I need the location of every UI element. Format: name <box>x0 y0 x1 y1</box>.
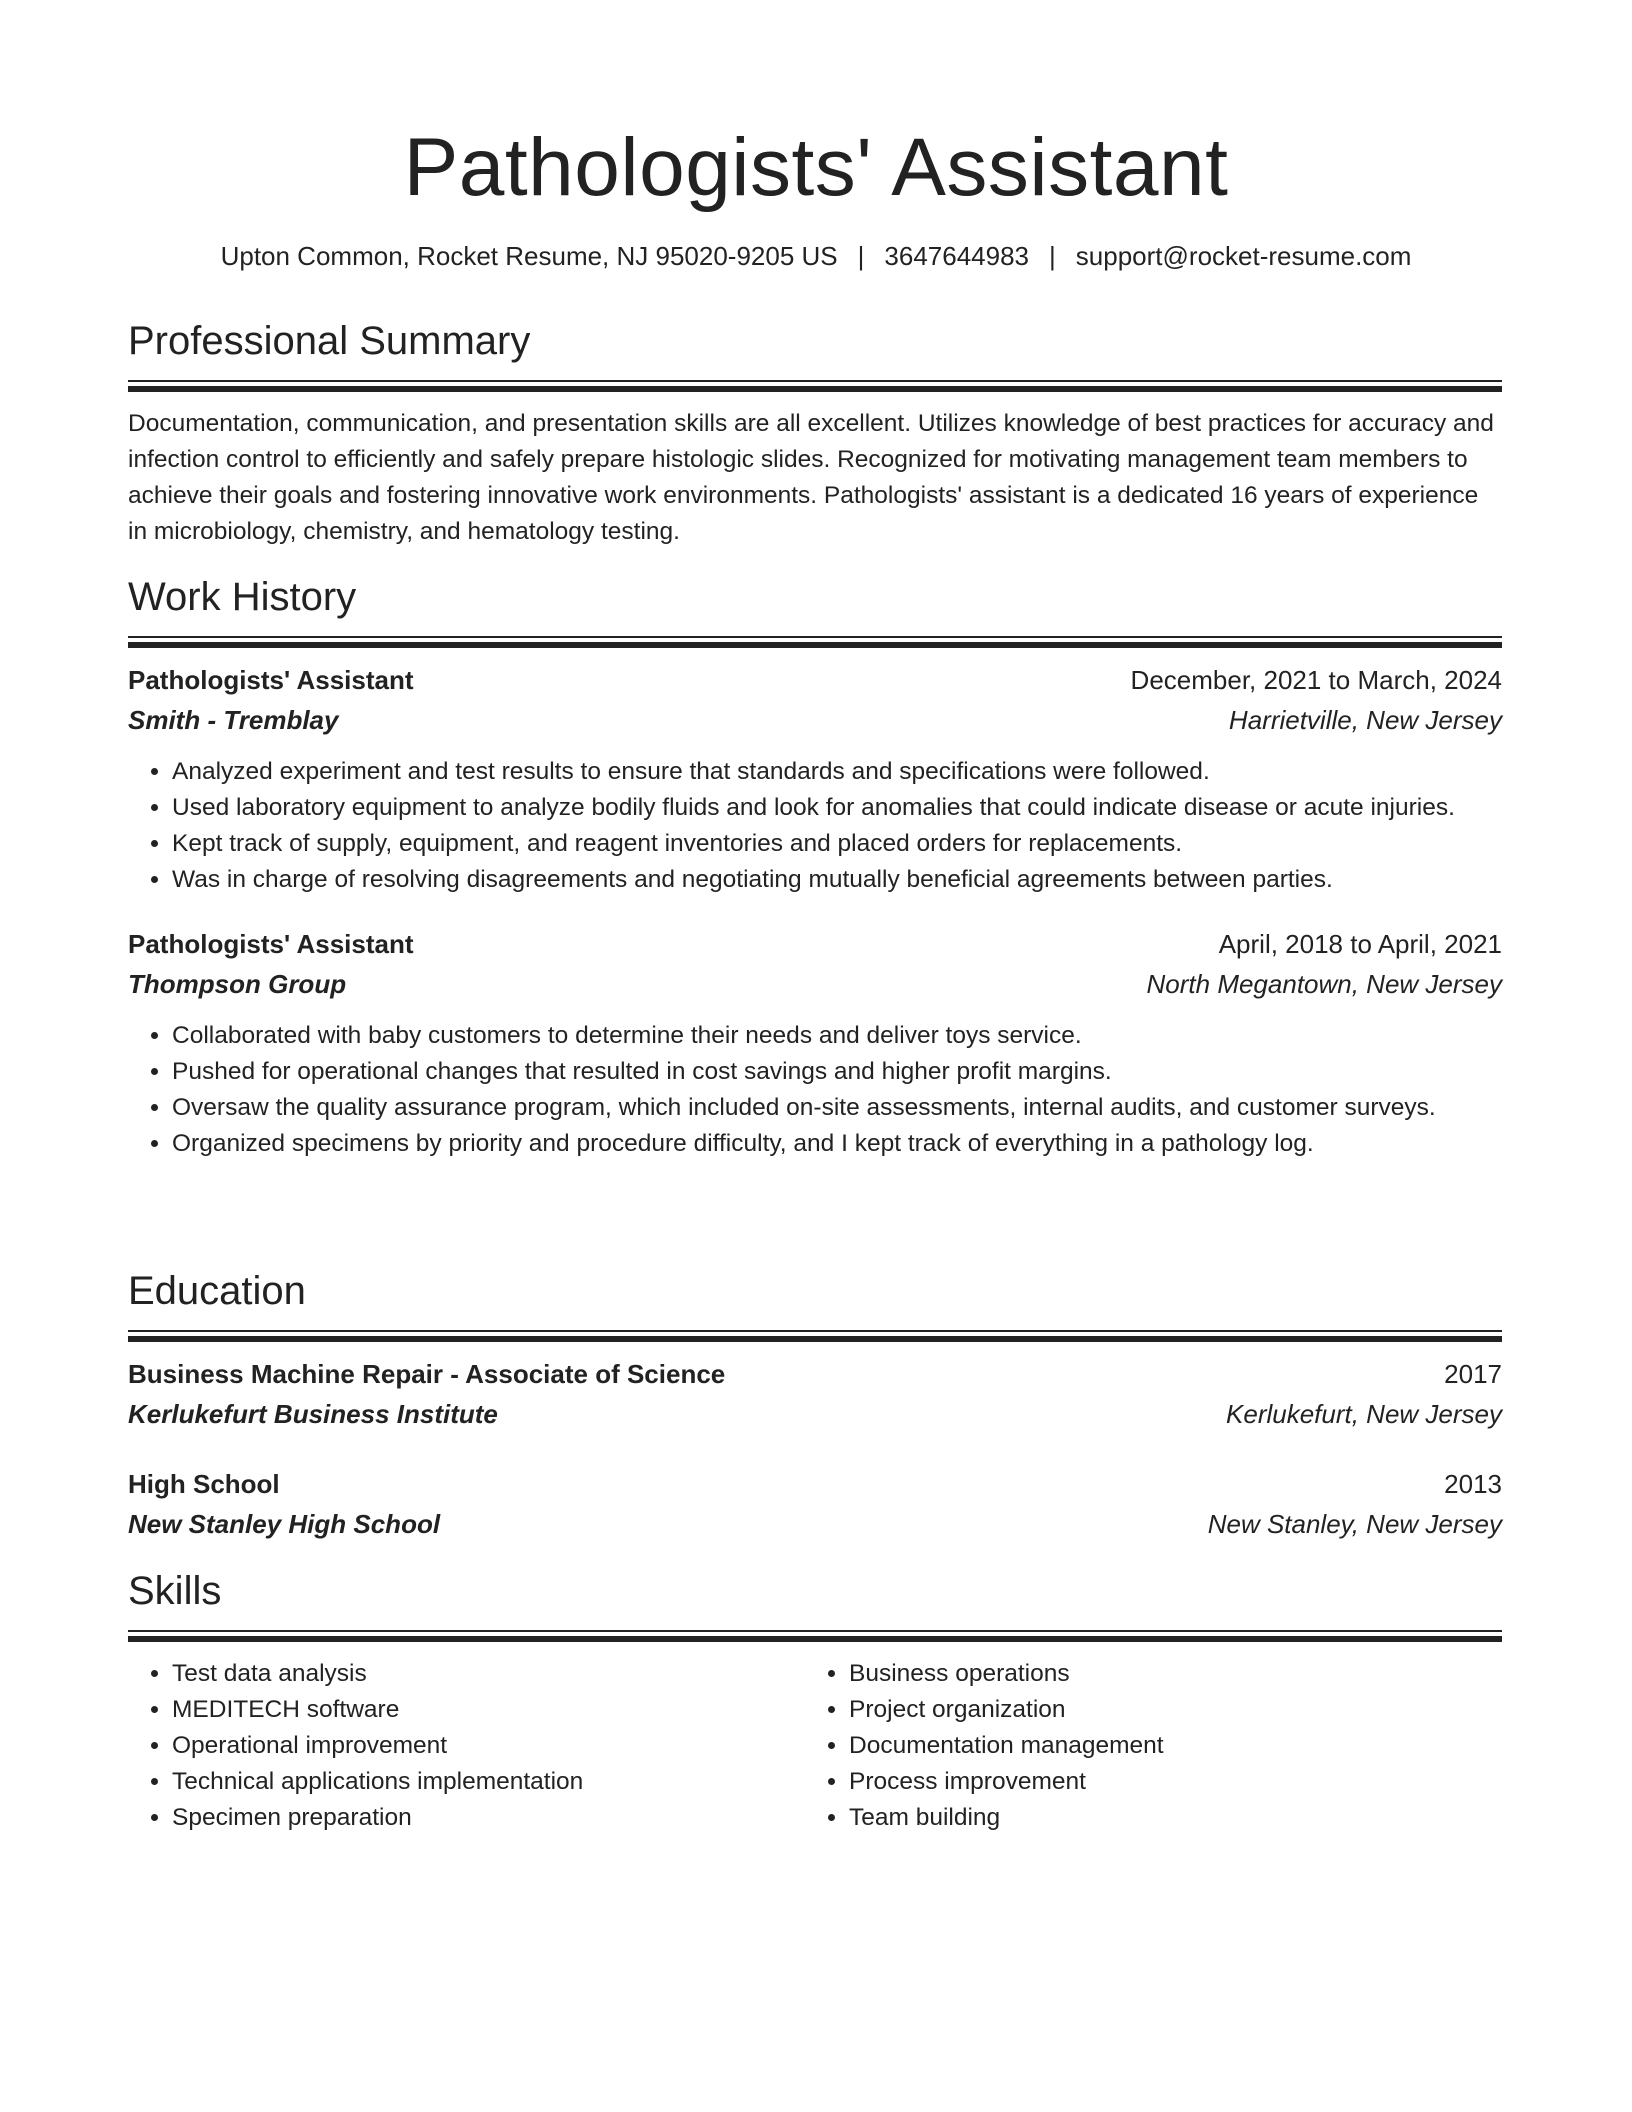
contact-separator: | <box>857 241 865 271</box>
contact-line <box>0 238 1632 274</box>
job-title: Pathologists' Assistant <box>128 929 414 959</box>
summary-text: Documentation, communication, and presentation skills are all excellent. Utilizes knowledge of best practices for accuracy and infection control to efficiently and safely prepare histologic slides. Recognized for motivating management team members to achieve their goals and fostering innovative work environments. Pathologists' assistant is a dedicated 16 years of experience in microbiology, chemistry, and hematology testing. <box>128 410 1494 545</box>
resume-name: Pathologists' Assistant <box>403 122 1229 213</box>
list-item: • Used laboratory equipment to analyze bodily fluids and look for anomalies that could indicate disease or acute injuries. <box>172 790 1502 826</box>
list-item: • Pushed for operational changes that resulted in cost savings and higher profit margins. <box>172 1054 1502 1090</box>
section-title-education: Education <box>128 1269 306 1313</box>
work-history-section <box>128 572 1502 1162</box>
section-title-skills: Skills <box>128 1569 222 1613</box>
skills-list-right <box>805 1656 1482 1836</box>
job-location: Harrietville, New Jersey <box>1228 705 1502 735</box>
list-item: • Process improvement <box>849 1764 1482 1800</box>
list-item: • Documentation management <box>849 1728 1482 1764</box>
list-item: • Business operations <box>849 1656 1482 1692</box>
list-item: • Analyzed experiment and test results to ensure that standards and specifications were followed. <box>172 754 1502 790</box>
education-degree: High School <box>128 1469 280 1499</box>
list-item: • Project organization <box>849 1692 1482 1728</box>
list-item: • MEDITECH software <box>172 1692 805 1728</box>
section-divider <box>128 636 1502 646</box>
education-school: New Stanley High School <box>128 1509 441 1539</box>
list-item: • Organized specimens by priority and procedure difficulty, and I kept track of everything in a pathology log. <box>172 1126 1502 1162</box>
list-item: • Oversaw the quality assurance program, which included on-site assessments, internal audits, and customer surveys. <box>172 1090 1502 1126</box>
list-item: • Team building <box>849 1800 1482 1836</box>
education-location: Kerlukefurt, New Jersey <box>1226 1399 1502 1429</box>
summary-section <box>128 316 1502 550</box>
education-entry <box>128 1354 1502 1434</box>
education-school: Kerlukefurt Business Institute <box>128 1399 498 1429</box>
contact-phone: 3647644983 <box>884 241 1030 271</box>
contact-address: Upton Common, Rocket Resume, NJ 95020-9205 US <box>220 241 838 271</box>
job-bullets <box>128 754 1502 898</box>
education-section <box>128 1266 1502 1544</box>
education-entry <box>128 1464 1502 1544</box>
list-item: • Specimen preparation <box>172 1800 805 1836</box>
education-location: New Stanley, New Jersey <box>1207 1509 1502 1539</box>
job-company: Smith - Tremblay <box>128 705 339 735</box>
job-dates: April, 2018 to April, 2021 <box>1218 929 1502 959</box>
section-title-work: Work History <box>128 575 357 619</box>
job-dates: December, 2021 to March, 2024 <box>1130 665 1502 695</box>
job-entry <box>128 924 1502 1162</box>
list-item: • Was in charge of resolving disagreements and negotiating mutually beneficial agreements between parties. <box>172 862 1502 898</box>
education-year: 2017 <box>1444 1359 1502 1389</box>
section-title-summary: Professional Summary <box>128 319 531 363</box>
list-item: • Technical applications implementation <box>172 1764 805 1800</box>
job-location: North Megantown, New Jersey <box>1146 969 1502 999</box>
skills-section <box>128 1566 1502 1836</box>
list-item: • Kept track of supply, equipment, and reagent inventories and placed orders for replacements. <box>172 826 1502 862</box>
job-title: Pathologists' Assistant <box>128 665 414 695</box>
job-entry <box>128 660 1502 898</box>
education-year: 2013 <box>1444 1469 1502 1499</box>
skills-columns <box>128 1656 1502 1836</box>
skills-list-left <box>128 1656 805 1836</box>
contact-email: support@rocket-resume.com <box>1075 241 1412 271</box>
section-divider <box>128 1630 1502 1640</box>
education-degree: Business Machine Repair - Associate of Science <box>128 1359 726 1389</box>
section-divider <box>128 1330 1502 1340</box>
contact-separator: | <box>1049 241 1056 271</box>
list-item: • Test data analysis <box>172 1656 805 1692</box>
section-divider <box>128 380 1502 390</box>
list-item: • Collaborated with baby customers to determine their needs and deliver toys service. <box>172 1018 1502 1054</box>
job-company: Thompson Group <box>128 969 347 999</box>
job-bullets <box>128 1018 1502 1162</box>
list-item: • Operational improvement <box>172 1728 805 1764</box>
